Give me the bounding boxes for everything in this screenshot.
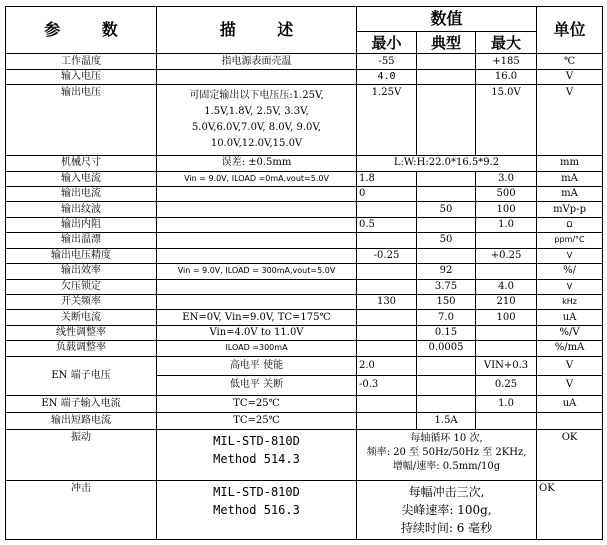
- typ-cell: 7.0: [417, 310, 476, 325]
- param-cell: 输出温漂: [6, 233, 157, 248]
- desc-cell: Vin=4.0V to 11.0V: [157, 325, 357, 340]
- desc-cell: [157, 481, 357, 540]
- max-cell: 4.0: [476, 279, 537, 294]
- typ-cell: [417, 376, 476, 396]
- desc-cell: 低电平 关断: [157, 376, 357, 396]
- max-cell: 1.0: [476, 217, 537, 232]
- value-line: 尖峰速率: 100g,: [401, 503, 492, 518]
- table-row: [6, 413, 603, 429]
- typ-cell: 0.15: [417, 325, 476, 340]
- desc-cell: [157, 202, 357, 217]
- desc-cell: 误差: ±0.5mm: [157, 156, 357, 171]
- table-row: [6, 171, 603, 186]
- desc-cell: [157, 233, 357, 248]
- header-param: 参 数: [6, 7, 157, 54]
- max-cell: 100: [476, 202, 537, 217]
- param-cell: 输出电流: [6, 186, 157, 201]
- max-cell: 210: [476, 294, 537, 309]
- unit-cell: [537, 413, 603, 429]
- unit-cell: V: [537, 356, 603, 376]
- param-cell: 工作温度: [6, 54, 157, 69]
- value-line: 频率: 20 至 50Hz/50Hz 至 2KHz,: [366, 446, 527, 458]
- max-cell: VIN+0.3: [476, 356, 537, 376]
- min-cell: -0.3: [357, 376, 417, 396]
- header-typ: 典型: [417, 31, 476, 54]
- desc-cell: Vin = 9.0V, ILOAD = 300mA,vout=5.0V: [157, 264, 357, 279]
- header-row: [6, 7, 603, 32]
- desc-line: MIL-STD-810D: [213, 433, 300, 448]
- typ-cell: [417, 395, 476, 412]
- desc-line: 1.5V,1.8V, 2.5V, 3.3V,: [204, 106, 309, 118]
- param-cell: 冲击: [6, 481, 157, 540]
- param-cell: 机械尺寸: [6, 156, 157, 171]
- unit-cell: uA: [537, 395, 603, 412]
- value-line: 每幅冲击三次,: [408, 485, 485, 500]
- unit-cell: V: [537, 69, 603, 84]
- param-cell: 开关频率: [6, 294, 157, 309]
- table-row: [6, 429, 603, 480]
- min-cell: [357, 413, 417, 429]
- desc-cell: [157, 429, 357, 480]
- min-cell: [357, 264, 417, 279]
- unit-cell: OK: [537, 429, 603, 480]
- min-cell: [357, 233, 417, 248]
- desc-cell: [157, 186, 357, 201]
- table-row: [6, 325, 603, 340]
- max-cell: [476, 233, 537, 248]
- desc-line: MIL-STD-810D: [213, 485, 300, 500]
- param-cell: 输出电压精度: [6, 248, 157, 263]
- param-cell: 关断电流: [6, 310, 157, 325]
- unit-cell: V: [537, 376, 603, 396]
- table-row: [6, 69, 603, 84]
- table-row: [6, 186, 603, 201]
- max-cell: [476, 413, 537, 429]
- param-cell: 输出内阻: [6, 217, 157, 232]
- min-cell: 0.5: [357, 217, 417, 232]
- typ-cell: [417, 186, 476, 201]
- table-row: [6, 156, 603, 171]
- typ-cell: 50: [417, 233, 476, 248]
- span-value-cell: L:W:H:22.0*16.5*9.2: [357, 156, 537, 171]
- max-cell: [476, 341, 537, 356]
- unit-cell: Ω: [537, 217, 603, 232]
- table-row: [6, 341, 603, 356]
- unit-cell: %/: [537, 264, 603, 279]
- table-row: [6, 248, 603, 263]
- span-value-cell: [357, 429, 537, 480]
- max-cell: 3.0: [476, 171, 537, 186]
- min-cell: [357, 279, 417, 294]
- max-cell: 500: [476, 186, 537, 201]
- max-cell: 1.0: [476, 395, 537, 412]
- typ-cell: [417, 85, 476, 156]
- desc-cell: [157, 248, 357, 263]
- param-cell: 输出短路电流: [6, 413, 157, 429]
- param-cell: 负载调整率: [6, 341, 157, 356]
- table-row: [6, 310, 603, 325]
- typ-cell: [417, 69, 476, 84]
- min-cell: [357, 202, 417, 217]
- desc-cell: Vin = 9.0V, ILOAD =0mA,vout=5.0V: [157, 171, 357, 186]
- param-cell: 输入电压: [6, 69, 157, 84]
- unit-cell: ppm/°C: [537, 233, 603, 248]
- min-cell: [357, 325, 417, 340]
- desc-cell: [157, 217, 357, 232]
- min-cell: [357, 395, 417, 412]
- max-cell: +0.25: [476, 248, 537, 263]
- unit-cell: kHz: [537, 294, 603, 309]
- table-row: [6, 233, 603, 248]
- unit-cell: %/V: [537, 325, 603, 340]
- min-cell: 0: [357, 186, 417, 201]
- table-row: [6, 395, 603, 412]
- header-min: 最小: [357, 31, 417, 54]
- desc-line: 可固定输出以下电压压:1.25V,: [189, 90, 324, 102]
- desc-cell: [157, 294, 357, 309]
- typ-cell: 0.0005: [417, 341, 476, 356]
- typ-cell: [417, 356, 476, 376]
- span-value-cell: [357, 481, 537, 540]
- spec-table: [5, 6, 603, 540]
- min-cell: -0.25: [357, 248, 417, 263]
- param-cell: 线性调整率: [6, 325, 157, 340]
- min-cell: 2.0: [357, 356, 417, 376]
- table-row: [6, 202, 603, 217]
- desc-cell: 高电平 使能: [157, 356, 357, 376]
- desc-cell: TC=25℃: [157, 413, 357, 429]
- unit-cell: mm: [537, 156, 603, 171]
- param-cell: 输出纹波: [6, 202, 157, 217]
- unit-cell: V: [537, 85, 603, 156]
- typ-cell: 92: [417, 264, 476, 279]
- typ-cell: [417, 248, 476, 263]
- unit-cell: OK: [537, 481, 603, 540]
- table-row: [6, 217, 603, 232]
- desc-cell: EN=0V, Vin=9.0V, TC=175℃: [157, 310, 357, 325]
- desc-cell: ILOAD =300mA: [157, 341, 357, 356]
- min-cell: [357, 310, 417, 325]
- param-cell: 欠压锁定: [6, 279, 157, 294]
- desc-cell: TC=25℃: [157, 395, 357, 412]
- desc-cell: 指电源表面壳温: [157, 54, 357, 69]
- value-line: 增幅/速率: 0.5mm/10g: [392, 460, 501, 472]
- max-cell: 15.0V: [476, 85, 537, 156]
- table-row: [6, 356, 603, 376]
- param-cell: 输出效率: [6, 264, 157, 279]
- table-row: [6, 85, 603, 156]
- unit-cell: ℃: [537, 54, 603, 69]
- header-max: 最大: [476, 31, 537, 54]
- max-cell: 100: [476, 310, 537, 325]
- value-line: 每轴循环 10 次,: [410, 432, 483, 444]
- unit-cell: %/mA: [537, 341, 603, 356]
- typ-cell: [417, 54, 476, 69]
- param-cell: 输出电压: [6, 85, 157, 156]
- typ-cell: 50: [417, 202, 476, 217]
- typ-cell: 150: [417, 294, 476, 309]
- min-cell: 1.8: [357, 171, 417, 186]
- header-value: 数值: [357, 7, 537, 32]
- desc-cell: [157, 69, 357, 84]
- desc-line: 10.0V,12.0V,15.0V: [210, 138, 303, 150]
- table-row: [6, 54, 603, 69]
- table-row: [6, 481, 603, 540]
- min-cell: 4.0: [357, 69, 417, 84]
- max-cell: 0.25: [476, 376, 537, 396]
- typ-cell: 3.75: [417, 279, 476, 294]
- typ-cell: [417, 217, 476, 232]
- min-cell: -55: [357, 54, 417, 69]
- unit-cell: V: [537, 279, 603, 294]
- desc-line: 5.0V,6.0V,7.0V, 8.0V, 9.0V,: [191, 122, 322, 134]
- desc-line: Method 516.3: [213, 503, 300, 518]
- value-line: 持续时间: 6 毫秒: [400, 521, 493, 536]
- param-cell: EN 端子电压: [6, 356, 157, 395]
- max-cell: [476, 325, 537, 340]
- desc-cell: [157, 279, 357, 294]
- unit-cell: mA: [537, 171, 603, 186]
- param-cell: 振动: [6, 429, 157, 480]
- unit-cell: V: [537, 248, 603, 263]
- table-row: [6, 294, 603, 309]
- min-cell: [357, 341, 417, 356]
- param-cell: 输入电流: [6, 171, 157, 186]
- desc-line: Method 514.3: [213, 451, 300, 466]
- typ-cell: 1.5A: [417, 413, 476, 429]
- min-cell: 130: [357, 294, 417, 309]
- unit-cell: mA: [537, 186, 603, 201]
- unit-cell: mVp-p: [537, 202, 603, 217]
- unit-cell: uA: [537, 310, 603, 325]
- max-cell: +185: [476, 54, 537, 69]
- table-row: [6, 279, 603, 294]
- table-row: [6, 264, 603, 279]
- typ-cell: [417, 171, 476, 186]
- header-desc: 描 述: [157, 7, 357, 54]
- max-cell: 16.0: [476, 69, 537, 84]
- param-cell: EN 端子输入电流: [6, 395, 157, 412]
- desc-cell: [157, 85, 357, 156]
- header-unit: 单位: [537, 7, 603, 54]
- min-cell: 1.25V: [357, 85, 417, 156]
- max-cell: [476, 264, 537, 279]
